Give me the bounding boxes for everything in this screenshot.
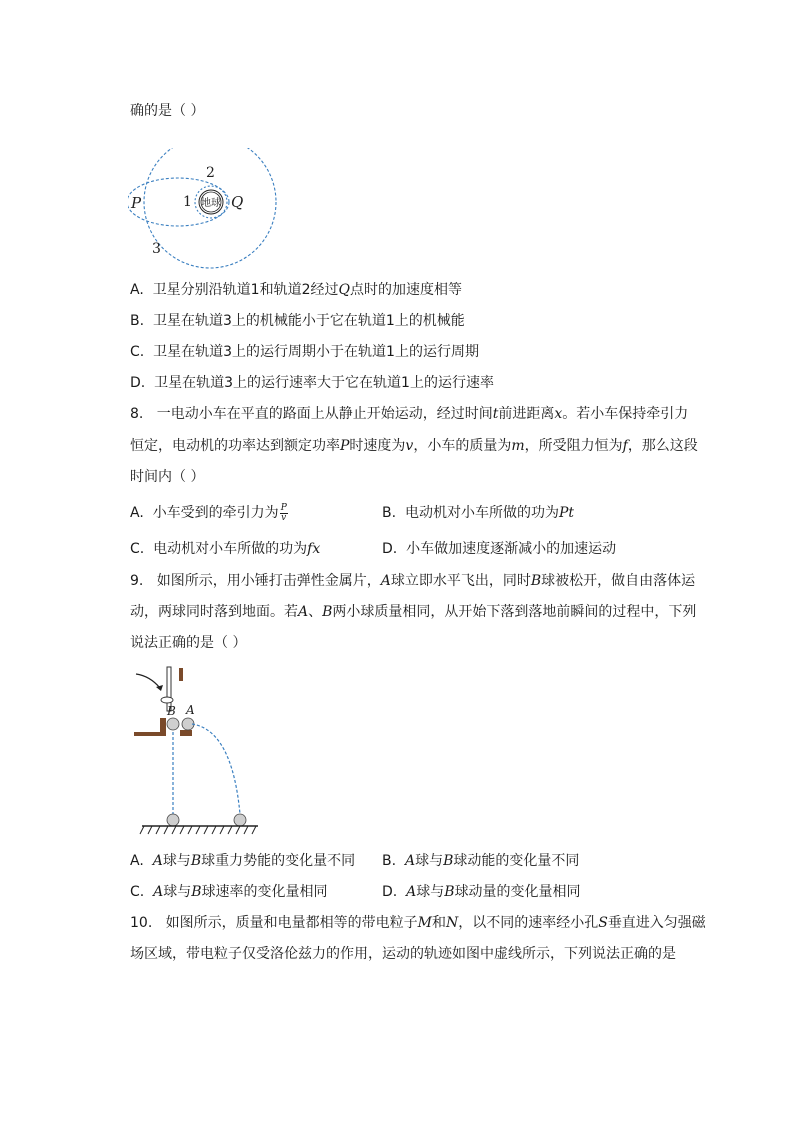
question-number: 10. bbox=[130, 915, 153, 931]
label-b: B bbox=[167, 704, 176, 718]
option-text: 球速率的变化量相同 bbox=[201, 884, 328, 900]
option-letter: A. bbox=[130, 505, 144, 521]
stand-right bbox=[180, 730, 192, 736]
q8-option-c bbox=[130, 539, 320, 559]
option-text: 球与 bbox=[163, 884, 192, 900]
q8-option-b bbox=[382, 503, 574, 523]
option-letter: D. bbox=[382, 541, 398, 557]
stem-text: 前进距离 bbox=[498, 406, 555, 422]
q7-stem-tail: 确的是（ ） bbox=[130, 103, 205, 119]
q7-option-a bbox=[130, 280, 462, 300]
var-b: B bbox=[443, 853, 454, 869]
option-text: 小车受到的牵引力为 bbox=[152, 505, 279, 521]
option-text: 球动量的变化量相同 bbox=[454, 884, 581, 900]
question-number: 9. bbox=[130, 573, 144, 589]
q9-stem-line-3: 说法正确的是（ ） bbox=[130, 635, 247, 651]
stem-text: 恒定，电动机的功率达到额定功率 bbox=[130, 438, 340, 454]
q9-option-c bbox=[130, 882, 328, 902]
option-text: 卫星在轨道3上的机械能小于它在轨道1上的机械能 bbox=[152, 313, 465, 329]
option-text: 卫星分别沿轨道1和轨道2经过 bbox=[152, 282, 339, 298]
option-text: 卫星在轨道3上的运行速率大于它在轨道1上的运行速率 bbox=[154, 375, 494, 391]
option-text: 球与 bbox=[416, 884, 445, 900]
var-a: A bbox=[404, 853, 416, 869]
option-letter: B. bbox=[130, 313, 145, 329]
option-text: 球与 bbox=[162, 853, 191, 869]
strike-arrow-head bbox=[156, 685, 163, 691]
earth-label: 地球 bbox=[201, 198, 221, 209]
stem-text: 两小球质量相同，从开始下落到落地前瞬间的过程中，下列 bbox=[332, 604, 697, 620]
fraction-numerator: P bbox=[280, 502, 287, 513]
fraction-denominator: v bbox=[281, 512, 287, 523]
var-b: B bbox=[322, 604, 333, 620]
stem-text: 动，两球同时落到地面。若 bbox=[130, 604, 298, 620]
q9-stem-line-2 bbox=[130, 602, 696, 622]
option-text: 卫星在轨道3上的运行周期小于在轨道1上的运行周期 bbox=[153, 344, 479, 360]
stem-text: 如图所示，质量和电量都相等的带电粒子 bbox=[165, 915, 418, 931]
stem-text: ，那么这段 bbox=[627, 438, 698, 454]
var-v: v bbox=[405, 438, 414, 454]
stem-text: 球被松开，做自由落体运 bbox=[541, 573, 696, 589]
hammer-head bbox=[161, 697, 173, 703]
var-fx: fx bbox=[307, 541, 321, 557]
option-letter: A. bbox=[130, 853, 144, 869]
label-p: P bbox=[131, 194, 142, 212]
q9-option-d bbox=[382, 882, 581, 902]
var-b: B bbox=[530, 573, 542, 589]
projectile-apparatus-diagram bbox=[130, 660, 265, 840]
var-a: A bbox=[298, 604, 309, 620]
label-3: 3 bbox=[152, 241, 161, 257]
strike-arrow bbox=[136, 674, 160, 688]
stem-text: 时速度为 bbox=[349, 438, 406, 454]
var-m: m bbox=[511, 438, 525, 454]
stem-text: 。若小车保持牵引力 bbox=[562, 406, 689, 422]
var-a: A bbox=[406, 884, 417, 900]
var-q: Q bbox=[338, 282, 350, 298]
var-p: P bbox=[340, 438, 350, 454]
q9-option-a bbox=[130, 851, 355, 871]
option-text: 球动能的变化量不同 bbox=[453, 853, 580, 869]
q8-stem-line-1 bbox=[130, 404, 688, 424]
option-letter: D. bbox=[130, 375, 146, 391]
var-t: t bbox=[492, 406, 499, 422]
option-text: 电动机对小车所做的功为 bbox=[404, 505, 559, 521]
option-text: 球重力势能的变化量不同 bbox=[201, 853, 356, 869]
stem-text: 和 bbox=[431, 915, 446, 931]
q10-stem-line-2: 场区域，带电粒子仅受洛伦兹力的作用，运动的轨迹如图中虚线所示，下列说法正确的是 bbox=[130, 946, 676, 962]
ground-hatching bbox=[140, 826, 256, 834]
option-letter: B. bbox=[382, 505, 397, 521]
option-letter: C. bbox=[130, 541, 145, 557]
var-n: N bbox=[445, 915, 459, 931]
stem-text: ，小车的质量为 bbox=[413, 438, 512, 454]
option-letter: D. bbox=[382, 884, 398, 900]
option-text-end: 点时的加速度相等 bbox=[350, 282, 462, 298]
q8-option-a bbox=[130, 503, 288, 523]
option-letter: A. bbox=[130, 282, 144, 298]
elastic-metal-sheet bbox=[179, 668, 183, 681]
option-letter: B. bbox=[382, 853, 397, 869]
var-x: x bbox=[554, 406, 563, 422]
q7-option-c bbox=[130, 342, 479, 362]
ball-b-landed bbox=[167, 814, 179, 826]
stem-text: 如图所示，用小锤打击弹性金属片， bbox=[156, 573, 381, 589]
option-letter: C. bbox=[130, 344, 145, 360]
stand-bracket bbox=[134, 718, 166, 736]
stem-text: 一电动小车在平直的路面上从静止开始运动，经过时间 bbox=[156, 406, 493, 422]
var-a: A bbox=[153, 884, 164, 900]
ball-a-trajectory bbox=[192, 724, 240, 814]
q8-stem-line-2 bbox=[130, 436, 698, 456]
label-2: 2 bbox=[206, 165, 215, 181]
var-a: A bbox=[152, 853, 163, 869]
var-b: B bbox=[444, 884, 455, 900]
q10-stem-line-1 bbox=[130, 913, 706, 933]
var-a: A bbox=[380, 573, 391, 589]
stem-text: ，所受阻力恒为 bbox=[524, 438, 623, 454]
stem-text: 、 bbox=[308, 604, 323, 620]
stem-text: 球立即水平飞出，同时 bbox=[390, 573, 531, 589]
ball-a-landed bbox=[234, 814, 246, 826]
var-pt: Pt bbox=[558, 505, 575, 521]
var-f: f bbox=[622, 438, 628, 454]
fraction-p-over-v bbox=[280, 504, 288, 523]
stem-text: 垂直进入匀强磁 bbox=[607, 915, 706, 931]
q7-option-d bbox=[130, 373, 494, 393]
ball-b-start bbox=[167, 718, 179, 730]
var-b: B bbox=[191, 884, 202, 900]
q8-stem-line-3: 时间内（ ） bbox=[130, 469, 205, 485]
label-q: Q bbox=[231, 193, 244, 211]
label-a: A bbox=[186, 703, 195, 717]
q9-stem-line-1 bbox=[130, 571, 695, 591]
var-m: M bbox=[417, 915, 432, 931]
var-b: B bbox=[190, 853, 202, 869]
stem-text: ，以不同的速率经小孔 bbox=[458, 915, 599, 931]
option-text: 电动机对小车所做的功为 bbox=[153, 541, 308, 557]
option-text: 小车做加速度逐渐减小的加速运动 bbox=[406, 541, 617, 557]
orbit-diagram bbox=[128, 148, 284, 272]
option-letter: C. bbox=[130, 884, 145, 900]
option-text: 球与 bbox=[415, 853, 444, 869]
var-s: S bbox=[598, 915, 608, 931]
label-1: 1 bbox=[183, 194, 192, 210]
q7-option-b bbox=[130, 311, 465, 331]
q9-option-b bbox=[382, 851, 579, 871]
question-number: 8. bbox=[130, 406, 144, 422]
q8-option-d bbox=[382, 539, 616, 559]
